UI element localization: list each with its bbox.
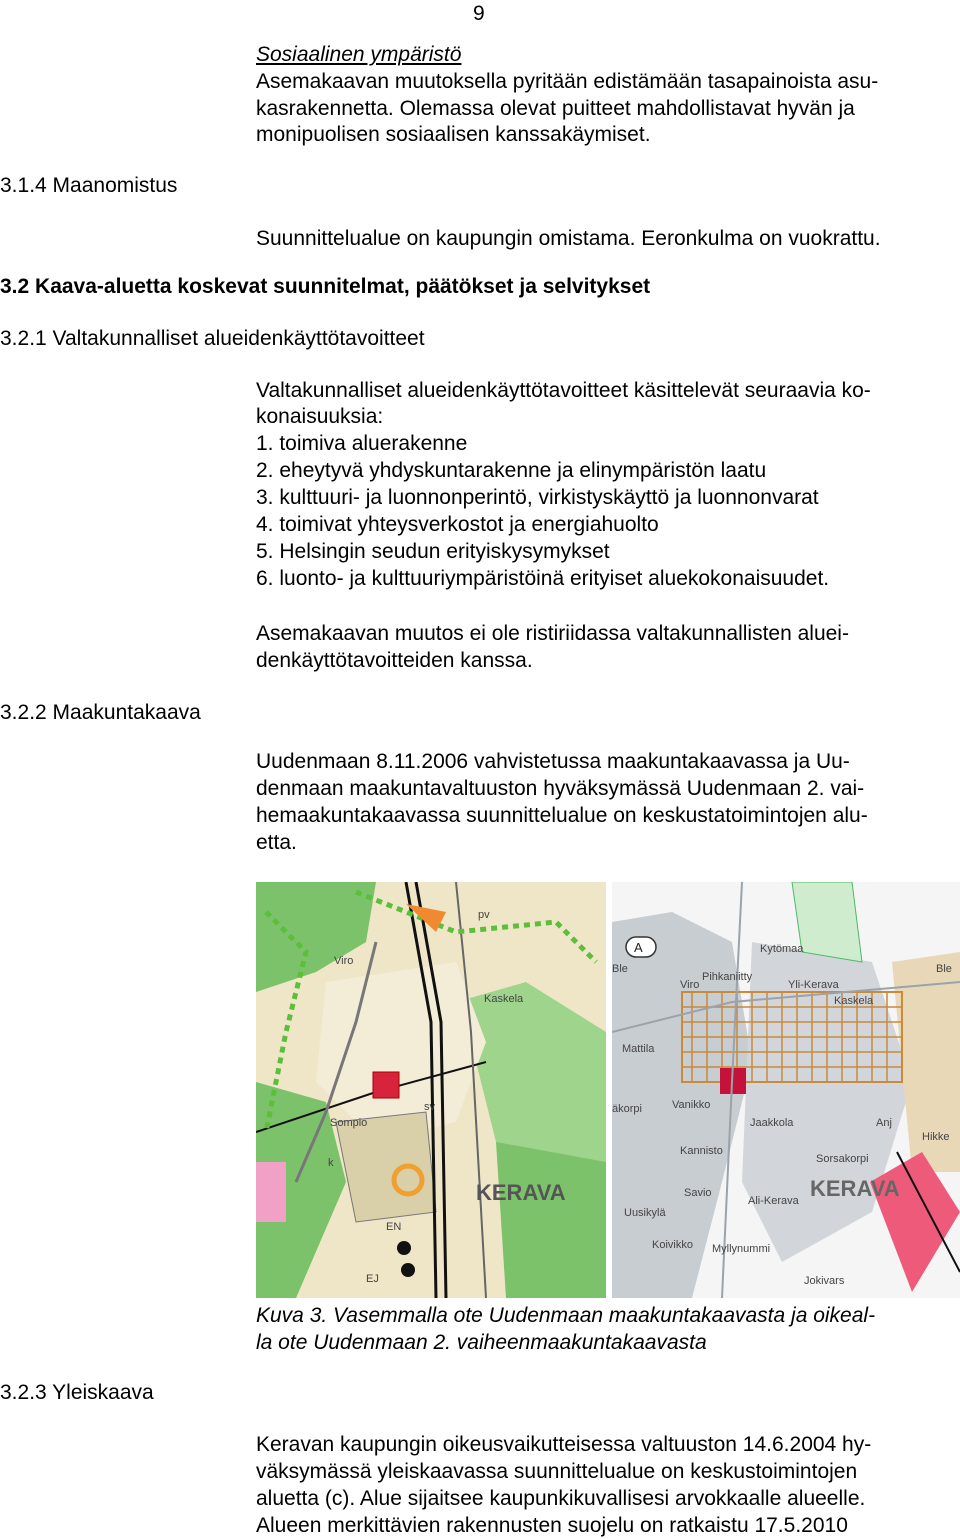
paragraph-line: väksymässä yleiskaavassa suunnittelualue on keskustoimintojen — [256, 1460, 858, 1483]
map-label: Viro — [334, 955, 354, 967]
paragraph-line: monipuolisen sosiaalisen kanssakäymiset. — [256, 123, 651, 146]
map-label: Uusikylä — [624, 1207, 666, 1219]
maakuntakaava-map — [256, 882, 606, 1298]
maakuntakaava-heading: 3.2.2 Maakuntakaava — [0, 701, 201, 724]
map-label: pv — [478, 909, 490, 921]
list-item: 4. toimivat yhteysverkostot ja energiahuolto — [256, 513, 659, 536]
map-label: Sorsakorpi — [816, 1153, 869, 1165]
vaihemaakuntakaava-map — [612, 882, 960, 1298]
paragraph-line: Asemakaavan muutoksella pyritään edistämään tasapainoista asu- — [256, 70, 879, 93]
map-label: Koivikko — [652, 1239, 693, 1251]
paragraph-line: aluetta (c). Alue sijaitsee kaupunkikuvallisesi arvokkaalle alueelle. — [256, 1487, 866, 1510]
map-label: Jokivars — [804, 1275, 845, 1287]
list-item: 2. eheytyvä yhdyskuntarakenne ja elinympäristön laatu — [256, 459, 767, 482]
paragraph-line: Valtakunnalliset alueidenkäyttötavoitteet käsittelevät seuraavia ko- — [256, 379, 871, 402]
paragraph-line: denkäyttötavoitteiden kanssa. — [256, 649, 533, 672]
paragraph-line: Asemakaavan muutos ei ole ristiriidassa valtakunnallisten aluei- — [256, 622, 849, 645]
list-item: 1. toimiva aluerakenne — [256, 432, 468, 455]
figure-caption: la ote Uudenmaan 2. vaiheenmaakuntakaavasta — [256, 1331, 707, 1354]
yleiskaava-heading: 3.2.3 Yleiskaava — [0, 1381, 154, 1404]
paragraph-line: kasrakennetta. Olemassa olevat puitteet mahdollistavat hyvän ja — [256, 97, 855, 120]
map-label: sv — [424, 1101, 435, 1113]
page-number: 9 — [473, 2, 485, 25]
map-label: A — [634, 940, 643, 955]
paragraph-line: konaisuuksia: — [256, 405, 384, 428]
map-label: Anj — [876, 1117, 892, 1129]
paragraph-line: etta. — [256, 831, 297, 854]
map-label: Kannisto — [680, 1145, 723, 1157]
paragraph-line: denmaan maakuntavaltuuston hyväksymässä Uudenmaan 2. vai- — [256, 777, 865, 800]
map-label: KERAVA — [810, 1176, 900, 1201]
map-label: Ble — [936, 963, 952, 975]
maanomistus-heading: 3.1.4 Maanomistus — [0, 174, 178, 197]
map-label: Ble — [612, 963, 628, 975]
map-label: Sompio — [330, 1117, 368, 1129]
map-label: Yli-Kerava — [788, 979, 839, 991]
map-label: Mattila — [622, 1043, 655, 1055]
list-item: 6. luonto- ja kulttuuriympäristöinä erityiset aluekokonaisuudet. — [256, 567, 830, 590]
list-item: 3. kulttuuri- ja luonnonperintö, virkistyskäyttö ja luonnonvarat — [256, 486, 819, 509]
map-label: EN — [386, 1221, 402, 1233]
paragraph-line: hemaakuntakaavassa suunnittelualue on keskustatoimintojen alu- — [256, 804, 868, 827]
maanomistus-text: Suunnittelualue on kaupungin omistama. Eeronkulma on vuokrattu. — [256, 227, 881, 250]
valtakunnalliset-heading: 3.2.1 Valtakunnalliset alueidenkäyttötavoitteet — [0, 327, 425, 350]
paragraph-line: Keravan kaupungin oikeusvaikutteisessa valtuuston 14.6.2004 hy- — [256, 1433, 872, 1456]
map-label: äkorpi — [612, 1103, 642, 1115]
map-label: Ali-Kerava — [748, 1195, 799, 1207]
paragraph-line: Alueen merkittävien rakennusten suojelu on ratkaistu 17.5.2010 — [256, 1514, 848, 1537]
map-label: KERAVA — [476, 1180, 566, 1205]
paragraph-line: Uudenmaan 8.11.2006 vahvistetussa maakuntakaavassa ja Uu- — [256, 750, 850, 773]
map-label: Kytömaa — [760, 943, 804, 955]
map-label: Kaskela — [484, 993, 524, 1005]
map-label: Savio — [684, 1187, 712, 1199]
map-label: EJ — [366, 1273, 379, 1285]
map-label: Pihkaniitty — [702, 971, 753, 983]
section-3-2-heading: 3.2 Kaava-aluetta koskevat suunnitelmat, päätökset ja selvitykset — [0, 275, 651, 298]
sosiaalinen-heading: Sosiaalinen ympäristö — [256, 43, 462, 66]
map-label: k — [328, 1157, 334, 1169]
map-label: Jaakkola — [750, 1117, 794, 1129]
map-label: Kaskela — [834, 995, 874, 1007]
list-item: 5. Helsingin seudun erityiskysymykset — [256, 540, 610, 563]
figure-caption: Kuva 3. Vasemmalla ote Uudenmaan maakuntakaavasta ja oikeal- — [256, 1304, 876, 1327]
map-label: Viro — [680, 979, 700, 991]
map-label: Hikke — [922, 1131, 950, 1143]
map-label: Vanikko — [672, 1099, 711, 1111]
map-label: Myllynummi — [712, 1243, 771, 1255]
